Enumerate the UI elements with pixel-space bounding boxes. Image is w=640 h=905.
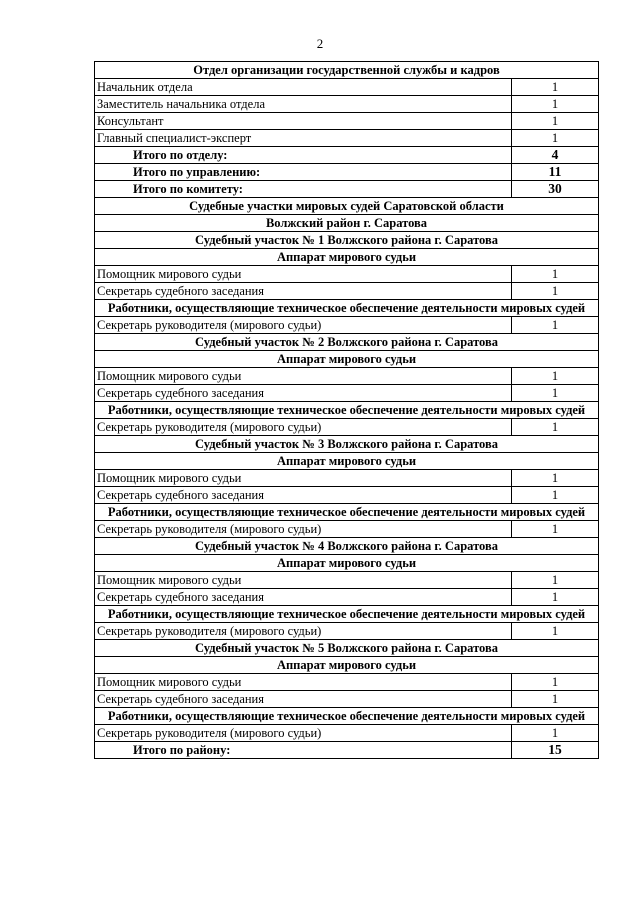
position-label: Секретарь руководителя (мирового судьи) bbox=[95, 419, 512, 436]
position-count: 1 bbox=[512, 725, 599, 742]
position-count: 1 bbox=[512, 419, 599, 436]
section-header: Судебные участки мировых судей Саратовской области bbox=[95, 198, 599, 215]
position-row bbox=[95, 470, 599, 487]
position-label: Секретарь судебного заседания bbox=[95, 589, 512, 606]
position-label: Главный специалист-эксперт bbox=[95, 130, 512, 147]
position-row bbox=[95, 589, 599, 606]
position-label: Секретарь судебного заседания bbox=[95, 385, 512, 402]
position-row bbox=[95, 725, 599, 742]
section-header-row bbox=[95, 62, 599, 79]
position-count: 1 bbox=[512, 521, 599, 538]
position-row bbox=[95, 368, 599, 385]
section-header-row bbox=[95, 555, 599, 572]
position-row bbox=[95, 317, 599, 334]
position-count: 1 bbox=[512, 572, 599, 589]
section-header: Волжский район г. Саратова bbox=[95, 215, 599, 232]
position-count: 1 bbox=[512, 368, 599, 385]
total-count: 30 bbox=[512, 181, 599, 198]
position-label: Помощник мирового судьи bbox=[95, 470, 512, 487]
section-header-row bbox=[95, 249, 599, 266]
section-header-row bbox=[95, 657, 599, 674]
section-header-row bbox=[95, 436, 599, 453]
total-count: 4 bbox=[512, 147, 599, 164]
section-header-row bbox=[95, 351, 599, 368]
section-header: Отдел организации государственной службы и кадров bbox=[95, 62, 599, 79]
position-count: 1 bbox=[512, 96, 599, 113]
position-row bbox=[95, 130, 599, 147]
section-header-row bbox=[95, 708, 599, 725]
section-header-row bbox=[95, 453, 599, 470]
position-count: 1 bbox=[512, 691, 599, 708]
position-count: 1 bbox=[512, 589, 599, 606]
total-row bbox=[95, 147, 599, 164]
position-label: Секретарь руководителя (мирового судьи) bbox=[95, 623, 512, 640]
section-header: Работники, осуществляющие техническое обеспечение деятельности мировых судей bbox=[95, 402, 599, 419]
position-label: Секретарь руководителя (мирового судьи) bbox=[95, 521, 512, 538]
section-header-row bbox=[95, 334, 599, 351]
section-header-row bbox=[95, 538, 599, 555]
total-label: Итого по управлению: bbox=[95, 164, 512, 181]
section-header: Работники, осуществляющие техническое обеспечение деятельности мировых судей bbox=[95, 300, 599, 317]
section-header: Судебный участок № 3 Волжского района г. Саратова bbox=[95, 436, 599, 453]
section-header: Судебный участок № 5 Волжского района г. Саратова bbox=[95, 640, 599, 657]
position-row bbox=[95, 96, 599, 113]
page-number: 2 bbox=[316, 36, 324, 51]
position-count: 1 bbox=[512, 487, 599, 504]
section-header-row bbox=[95, 504, 599, 521]
position-row bbox=[95, 572, 599, 589]
position-label: Секретарь руководителя (мирового судьи) bbox=[95, 317, 512, 334]
position-label: Секретарь руководителя (мирового судьи) bbox=[95, 725, 512, 742]
position-count: 1 bbox=[512, 317, 599, 334]
position-count: 1 bbox=[512, 674, 599, 691]
total-label: Итого по району: bbox=[95, 742, 512, 759]
section-header: Работники, осуществляющие техническое обеспечение деятельности мировых судей bbox=[95, 504, 599, 521]
section-header-row bbox=[95, 232, 599, 249]
total-row bbox=[95, 742, 599, 759]
section-header-row bbox=[95, 640, 599, 657]
section-header: Судебный участок № 1 Волжского района г. Саратова bbox=[95, 232, 599, 249]
position-row bbox=[95, 113, 599, 130]
position-label: Начальник отдела bbox=[95, 79, 512, 96]
position-count: 1 bbox=[512, 266, 599, 283]
total-count: 11 bbox=[512, 164, 599, 181]
position-count: 1 bbox=[512, 385, 599, 402]
position-count: 1 bbox=[512, 283, 599, 300]
position-count: 1 bbox=[512, 470, 599, 487]
section-header: Аппарат мирового судьи bbox=[95, 555, 599, 572]
section-header: Работники, осуществляющие техническое обеспечение деятельности мировых судей bbox=[95, 606, 599, 623]
position-row bbox=[95, 521, 599, 538]
staffing-table bbox=[94, 61, 599, 759]
position-count: 1 bbox=[512, 79, 599, 96]
position-row bbox=[95, 691, 599, 708]
total-row bbox=[95, 181, 599, 198]
position-row bbox=[95, 283, 599, 300]
section-header-row bbox=[95, 606, 599, 623]
total-label: Итого по комитету: bbox=[95, 181, 512, 198]
position-label: Секретарь судебного заседания bbox=[95, 283, 512, 300]
position-count: 1 bbox=[512, 130, 599, 147]
total-label: Итого по отделу: bbox=[95, 147, 512, 164]
position-label: Помощник мирового судьи bbox=[95, 572, 512, 589]
position-row bbox=[95, 79, 599, 96]
position-label: Секретарь судебного заседания bbox=[95, 691, 512, 708]
position-label: Консультант bbox=[95, 113, 512, 130]
section-header: Аппарат мирового судьи bbox=[95, 351, 599, 368]
section-header-row bbox=[95, 402, 599, 419]
section-header-row bbox=[95, 300, 599, 317]
position-count: 1 bbox=[512, 623, 599, 640]
section-header: Аппарат мирового судьи bbox=[95, 249, 599, 266]
position-label: Помощник мирового судьи bbox=[95, 368, 512, 385]
staffing-table-body bbox=[95, 62, 599, 759]
position-row bbox=[95, 487, 599, 504]
position-row bbox=[95, 419, 599, 436]
section-header-row bbox=[95, 215, 599, 232]
position-label: Заместитель начальника отдела bbox=[95, 96, 512, 113]
section-header: Работники, осуществляющие техническое обеспечение деятельности мировых судей bbox=[95, 708, 599, 725]
total-row bbox=[95, 164, 599, 181]
section-header: Аппарат мирового судьи bbox=[95, 453, 599, 470]
position-row bbox=[95, 385, 599, 402]
position-label: Секретарь судебного заседания bbox=[95, 487, 512, 504]
position-count: 1 bbox=[512, 113, 599, 130]
position-label: Помощник мирового судьи bbox=[95, 674, 512, 691]
section-header: Судебный участок № 2 Волжского района г. Саратова bbox=[95, 334, 599, 351]
position-row bbox=[95, 266, 599, 283]
position-row bbox=[95, 623, 599, 640]
position-label: Помощник мирового судьи bbox=[95, 266, 512, 283]
position-row bbox=[95, 674, 599, 691]
section-header: Судебный участок № 4 Волжского района г. Саратова bbox=[95, 538, 599, 555]
total-count: 15 bbox=[512, 742, 599, 759]
section-header-row bbox=[95, 198, 599, 215]
section-header: Аппарат мирового судьи bbox=[95, 657, 599, 674]
